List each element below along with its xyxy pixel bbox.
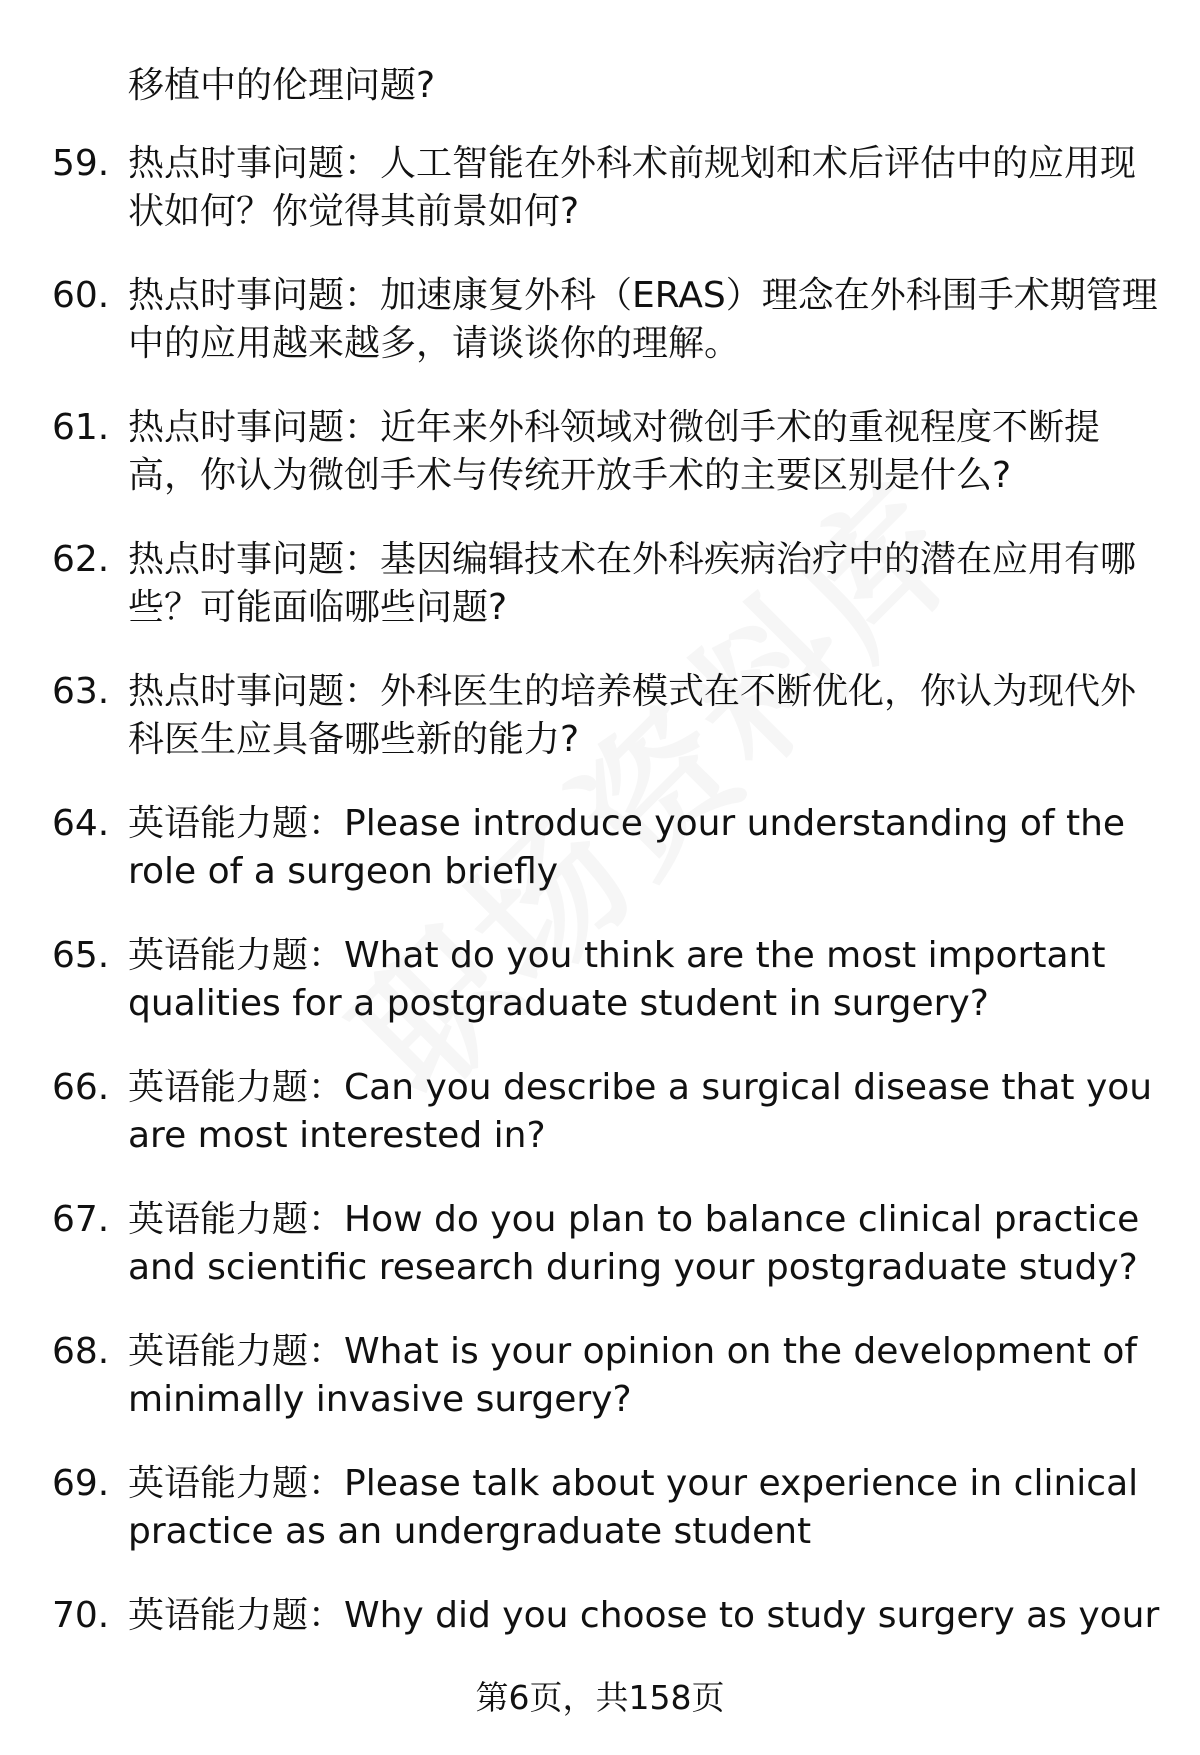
item-text [128, 1460, 1200, 1556]
item-number: 67. [52, 1199, 110, 1240]
item-number: 64. [52, 803, 110, 844]
item-text [128, 1064, 1200, 1160]
item-line: minimally invasive surgery? [128, 1379, 632, 1420]
item-number: 68. [52, 1331, 110, 1372]
item-text [128, 932, 1200, 1028]
item-text [128, 800, 1200, 896]
item-text [128, 536, 1200, 632]
item-line: 热点时事问题：基因编辑技术在外科疾病治疗中的潜在应用有哪 [128, 539, 1137, 580]
item-text [128, 1196, 1200, 1292]
item-text [128, 272, 1200, 368]
item-line: 科医生应具备哪些新的能力? [128, 719, 580, 760]
continuation-line: 移植中的伦理问题? [128, 65, 436, 106]
item-number: 69. [52, 1463, 110, 1504]
item-number: 62. [52, 539, 110, 580]
item-line: 些？可能面临哪些问题? [128, 587, 508, 628]
item-number: 63. [52, 671, 110, 712]
item-line: 状如何？你觉得其前景如何? [128, 191, 580, 232]
item-line: 英语能力题：Can you describe a surgical disease that you [128, 1067, 1153, 1108]
item-text [128, 668, 1200, 764]
item-line: practice as an undergraduate student [128, 1511, 812, 1552]
item-line: 英语能力题：How do you plan to balance clinical practice [128, 1199, 1140, 1240]
item-number: 61. [52, 407, 110, 448]
item-line: 英语能力题：Please introduce your understanding of the [128, 803, 1126, 844]
item-line: 热点时事问题：加速康复外科（ERAS）理念在外科围手术期管理 [128, 275, 1158, 316]
item-text [128, 1328, 1200, 1424]
item-line: 英语能力题：Why did you choose to study surgery as your [128, 1595, 1160, 1636]
item-line: 热点时事问题：人工智能在外科术前规划和术后评估中的应用现 [128, 143, 1137, 184]
item-line: and scientific research during your postgraduate study? [128, 1247, 1138, 1288]
item-line: qualities for a postgraduate student in surgery? [128, 983, 989, 1024]
item-line: role of a surgeon briefly [128, 851, 559, 892]
item-line: 中的应用越来越多，请谈谈你的理解。 [128, 323, 741, 364]
item-line: 英语能力题：What do you think are the most important [128, 935, 1106, 976]
item-number: 65. [52, 935, 110, 976]
item-number: 66. [52, 1067, 110, 1108]
item-text [128, 1592, 1200, 1640]
item-number: 60. [52, 275, 110, 316]
item-line: are most interested in? [128, 1115, 546, 1156]
item-line: 热点时事问题：外科医生的培养模式在不断优化，你认为现代外 [128, 671, 1137, 712]
item-line: 英语能力题：What is your opinion on the development of [128, 1331, 1138, 1372]
item-number: 70. [52, 1595, 110, 1636]
item-text [128, 404, 1200, 500]
page-footer: 第6页，共158页 [475, 1678, 725, 1717]
item-number: 59. [52, 143, 110, 184]
item-line: 热点时事问题：近年来外科领域对微创手术的重视程度不断提 [128, 407, 1101, 448]
item-line: 英语能力题：Please talk about your experience in clinical [128, 1463, 1139, 1504]
item-text [128, 140, 1200, 236]
item-line: 高，你认为微创手术与传统开放手术的主要区别是什么? [128, 455, 1012, 496]
